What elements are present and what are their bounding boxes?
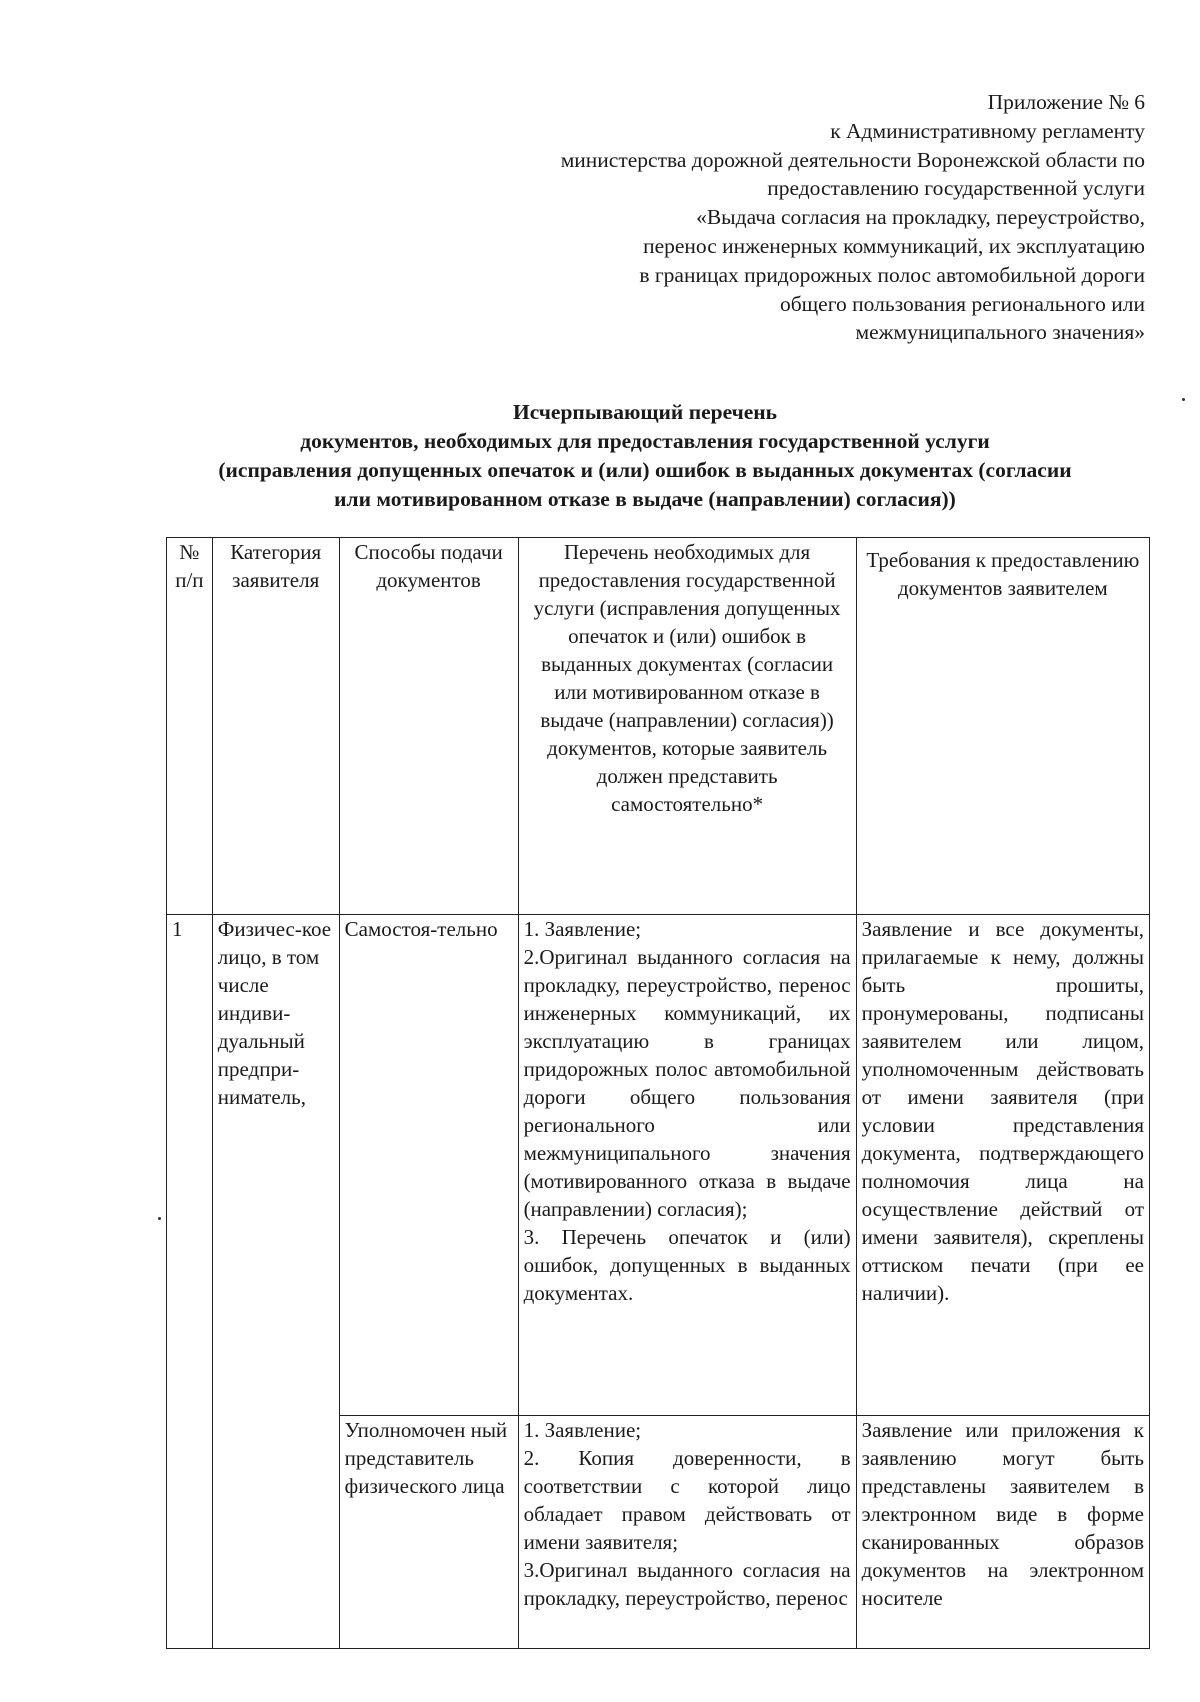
- applicant-category: Физичес-кое лицо, в том числе индиви-дуальный предпри-ниматель,: [212, 915, 339, 1649]
- submission-method: Уполномочен ный представитель физического лица: [339, 1416, 518, 1649]
- table-row: [167, 915, 1150, 1416]
- table-header-row: [167, 538, 1150, 915]
- list-item: 2. Копия доверенности, в соответствии с которой лицо обладает правом действовать от имени заявителя;: [523, 1446, 851, 1554]
- appendix-line: Приложение № 6: [987, 90, 1145, 114]
- appendix-line: предоставлению государственной услуги: [767, 176, 1145, 201]
- list-item: 3.Оригинал выданного согласия на прокладку, переустройство, перенос: [523, 1558, 851, 1610]
- appendix-line: межмуниципального значения»: [855, 320, 1145, 345]
- appendix-line: к Административному регламенту: [830, 118, 1145, 143]
- list-item: 1. Заявление;: [523, 1418, 642, 1442]
- scan-speck: [158, 1217, 161, 1220]
- list-item: 2.Оригинал выданного согласия на прокладку, переустройство, перенос инженерных коммуникаций, их эксплуатацию в границах придорожных полос автомобильной дороги общего пользования регионального или межмуниципального значения (мотивированного отказа в выдаче (направлении) согласия);: [523, 945, 851, 1221]
- document-list: [518, 915, 856, 1416]
- header-requirements: Требования к предоставлению документов заявителем: [856, 538, 1149, 915]
- heading-line: Исчерпывающий перечень: [512, 400, 778, 424]
- appendix-line: в границах придорожных полос автомобильной дороги: [639, 262, 1145, 287]
- appendix-header: [400, 88, 1145, 347]
- list-item: 3. Перечень опечаток и (или) ошибок, допущенных в выданных документах.: [523, 1225, 851, 1305]
- appendix-line: перенос инженерных коммуникаций, их эксплуатацию: [643, 233, 1145, 258]
- header-document-list: Перечень необходимых для предоставления государственной услуги (исправления допущенных опечаток и (или) ошибок в выданных документах (согласии или мотивированном отказе в выдаче (направлении) согласия)) документов, которые заявитель должен представить самостоятельно*: [518, 538, 856, 915]
- document-heading: [150, 398, 1140, 514]
- appendix-line: «Выдача согласия на прокладку, переустройство,: [696, 205, 1145, 230]
- heading-line: (исправления допущенных опечаток и (или) ошибок в выданных документах (согласии: [218, 458, 1072, 482]
- appendix-line: министерства дорожной деятельности Воронежской области по: [560, 147, 1145, 172]
- heading-line: документов, необходимых для предоставления государственной услуги: [300, 429, 990, 453]
- heading-line: или мотивированном отказе в выдаче (направлении) согласия)): [334, 487, 956, 511]
- appendix-line: общего пользования регионального или: [779, 291, 1145, 316]
- submission-method: Самостоя-тельно: [339, 915, 518, 1416]
- row-number: 1: [167, 915, 213, 1649]
- list-item: 1. Заявление;: [523, 917, 642, 941]
- requirements-text: Заявление и все документы, прилагаемые к нему, должны быть прошиты, пронумерованы, подписаны заявителем или лицом, уполномоченным действовать от имени заявителя (при условии представления документа, подтверждающего полномочия лица на осуществление действий от имени заявителя), скреплены оттиском печати (при ее наличии).: [856, 915, 1149, 1416]
- requirements-text: Заявление или приложения к заявлению могут быть представлены заявителем в электронном виде в форме сканированных образов документов на электронном носителе: [856, 1416, 1149, 1649]
- header-category: Категория заявителя: [212, 538, 339, 915]
- header-number: № п/п: [167, 538, 213, 915]
- documents-table: [166, 537, 1150, 1649]
- header-methods: Способы подачи документов: [339, 538, 518, 915]
- document-list: [518, 1416, 856, 1649]
- scan-speck: [1182, 398, 1185, 401]
